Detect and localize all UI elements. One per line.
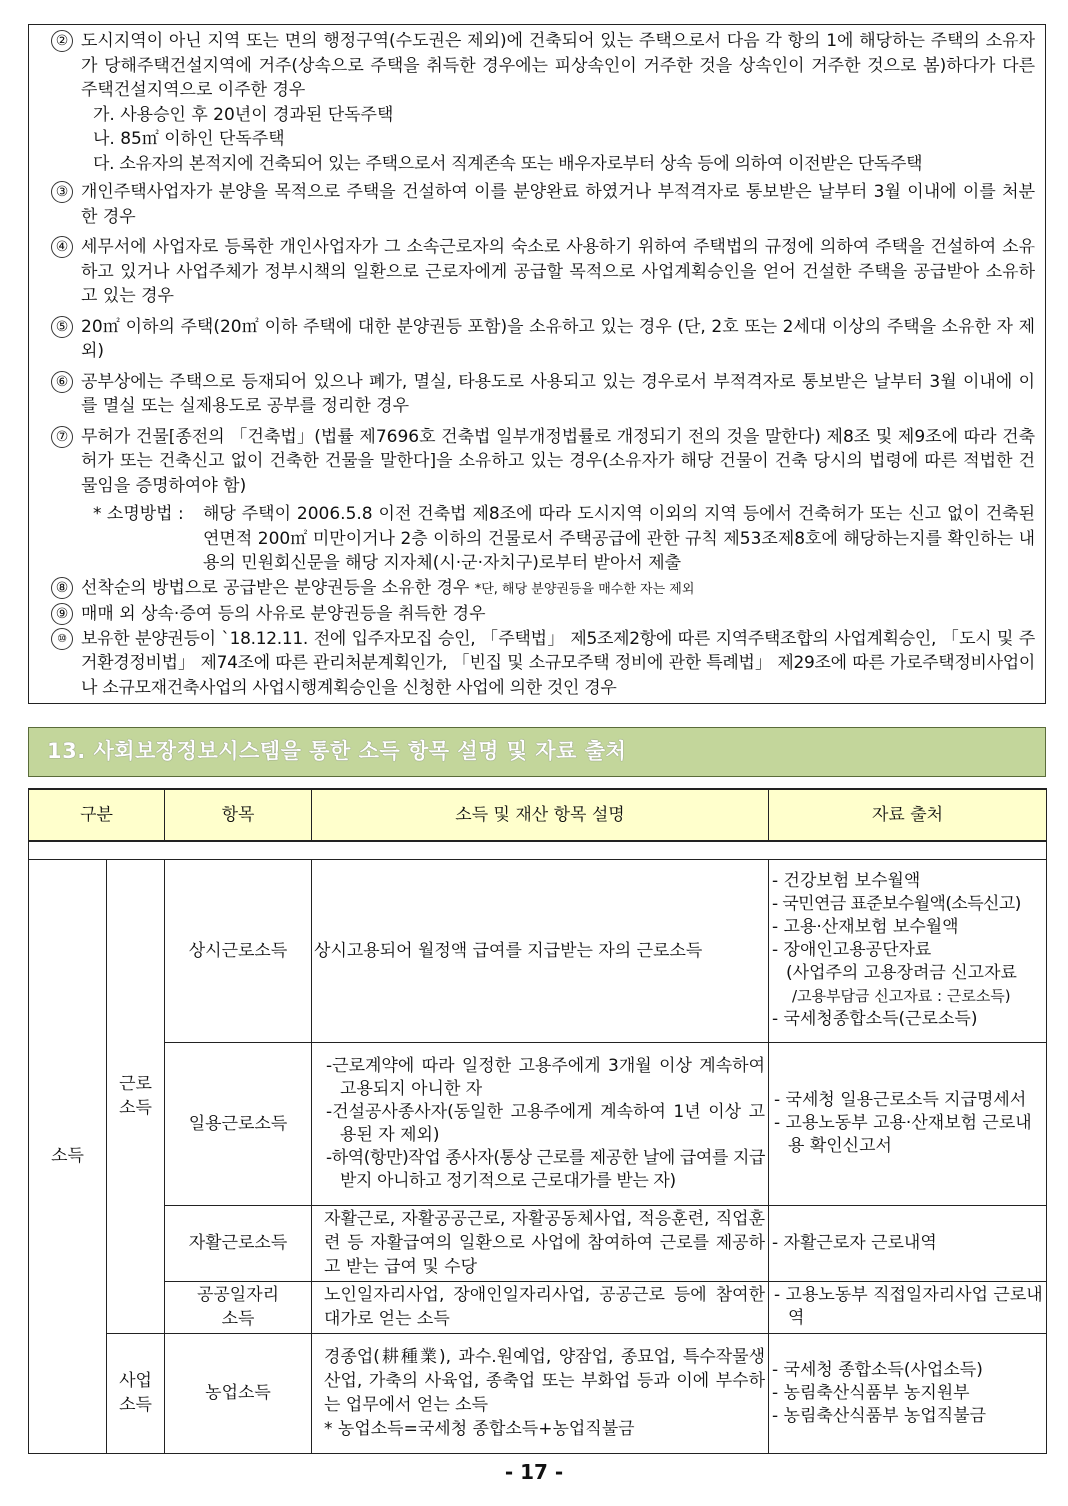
item-text: 도시지역이 아닌 지역 또는 면의 행정구역(수도권은 제외)에 건축되어 있는 주택으로서 다음 각 항의 1에 해당하는 주택의 소유자가 당해주택건설지역에 거주(상속으로 주택을 취득한 경우에는 피상속인이 거주한 것을 상속인이 거주한 것으로 봄)하다가 다른 주택건설지역으로 이주한 경우 [81,31,1035,100]
source-line: - 장애인고용공단자료 [772,940,932,960]
list-item [43,370,1035,419]
list-item [43,315,1035,364]
item-number: ④ [51,236,73,258]
source-line: - 국세청 종합소득(사업소득) [772,1359,983,1380]
desc-line: -건설공사종사자(동일한 고용주에게 계속하여 1년 이상 고용된 자 제외) [326,1101,766,1145]
item-farm: 농업소득 [165,1333,312,1453]
section-title: 13. 사회보장정보시스템을 통한 소득 항목 설명 및 자료 출처 [28,727,1046,777]
list-item [43,425,1035,499]
table-row [29,859,1047,1042]
source-line: /고용부담금 신고자료 : 근로소득) [792,987,1011,1005]
header-category: 구분 [29,789,165,841]
source-line: - 국세청 일용근로소득 지급명세서 [774,1090,1027,1110]
desc-farm [312,1333,769,1453]
subcategory-business: 사업 소득 [107,1333,165,1453]
desc-line: -하역(항만)작업 종사자(통상 근로를 제공한 날에 급여를 지급받지 아니하고 정기적으로 근로대가를 받는 자) [326,1147,766,1191]
list-item [43,602,1035,627]
header-desc: 소득 및 재산 항목 설명 [312,789,769,841]
item-text: 개인주택사업자가 분양을 목적으로 주택을 건설하여 이를 분양완료 하였거나 부적격자로 통보받은 날부터 3월 이내에 이를 처분한 경우 [81,182,1035,227]
item-text: 세무서에 사업자로 등록한 개인사업자가 그 소속근로자의 숙소로 사용하기 위하여 주택법의 규정에 의하여 주택을 건설하여 소유하고 있거나 사업주체가 정부시책의 일환으로 근로자에게 공급할 목적으로 사업계획승인을 얻어 건설한 주택을 공급받아 소유하고 있는 경우 [81,237,1035,306]
desc-regular: 상시고용되어 월정액 급여를 지급받는 자의 근로소득 [312,859,769,1042]
source-line: - 자활근로자 근로내역 [772,1232,937,1253]
item-number: ② [51,30,73,52]
item-number: ⑩ [51,628,73,650]
sub-item: 가. 사용승인 후 20년이 경과된 단독주택 [93,104,394,125]
desc-public: 노인일자리사업, 장애인일자리사업, 공공근로 등에 참여한 대가로 얻는 소득 [312,1281,769,1333]
item-daily: 일용근로소득 [165,1042,312,1205]
list-item [43,627,1035,701]
source-line: - 고용·산재보험 보수월액 [772,917,959,937]
item-number: ⑧ [51,577,73,599]
source-line: - 농림축산식품부 농지원부 [772,1382,970,1403]
list-item [43,576,1035,603]
item-regular: 상시근로소득 [165,859,312,1042]
source-line: - 고용노동부 직접일자리사업 근로내역 [774,1285,1043,1328]
list-item [43,29,1035,103]
item-text: 매매 외 상속·증여 등의 사유로 분양권등을 취득한 경우 [81,604,486,624]
item-number: ⑦ [51,426,73,448]
item-text: 20㎡ 이하의 주택(20㎡ 이하 주택에 대한 분양권등 포함)을 소유하고 있는 경우 (단, 2호 또는 2세대 이상의 주택을 소유한 자 제외) [81,316,1035,361]
source-line: - 국민연금 표준보수월액(소득신고) [772,894,1021,914]
item-number: ⑤ [51,316,73,338]
list-item [43,235,1035,309]
sub-item: 다. 소유자의 본적지에 건축되어 있는 주택으로서 직계존속 또는 배우자로부터 상속 등에 의하여 이전받은 단독주택 [93,153,923,174]
source-farm [769,1333,1047,1453]
table-row [29,1205,1047,1281]
source-public [769,1281,1047,1333]
item-public: 공공일자리 소득 [165,1281,312,1333]
item-text: 보유한 분양권등이 `18.12.11. 전에 입주자모집 승인, 「주택법」 제5조제2항에 따른 지역주택조합의 사업계획승인, 「도시 및 주거환경정비법」 제74조에 따른 관리처분계획인가, 「빈집 및 소규모주택 정비에 관한 특례법」 제29조에 따른 가로주택정비사업이나 소규모재건축사업의 사업시행계획승인을 신청한 사업에 의한 것인 경우 [81,628,1035,698]
source-line: - 국세청종합소득(근로소득) [772,1009,978,1029]
sub-item: 나. 85㎡ 이하인 단독주택 [93,129,285,149]
table-row [29,1281,1047,1333]
note-text: 해당 주택이 2006.5.8 이전 건축법 제8조에 따라 도시지역 이외의 지역 등에서 건축허가 또는 신고 없이 건축된 연면적 200㎡ 미만이거나 2층 이하의 건물로서 주택공급에 관한 규칙 제53조제8호에 해당하는지를 확인하는 내용의 민원회신문을 해당 지자체(시·군·자치구)로부터 받아서 제출 [203,504,1035,573]
subcategory-labor: 근로 소득 [107,859,165,1333]
source-regular [769,859,1047,1042]
item-text: 선착순의 방법으로 공급받은 분양권등을 소유한 경우 [81,577,470,598]
desc-selfsupport: 자활근로, 자활공공근로, 자활공동체사업, 적응훈련, 직업훈련 등 자활급여의 일환으로 사업에 참여하여 근로를 제공하고 받는 급여 및 수당 [312,1205,769,1281]
table-row [29,1333,1047,1453]
desc-line: 경종업(耕種業), 과수.원예업, 양잠업, 종묘업, 특수작물생산업, 가축의 사육업, 종축업 또는 부화업 등과 이에 부수하는 업무에서 얻는 소득 [324,1347,766,1415]
desc-note: * 농업소득=국세청 종합소득+농업직불금 [324,1419,635,1439]
item-selfsupport: 자활근로소득 [165,1205,312,1281]
category-income: 소득 [29,859,107,1453]
desc-daily [312,1042,769,1205]
header-source: 자료 출처 [769,789,1047,841]
source-selfsupport [769,1205,1047,1281]
source-line: - 농림축산식품부 농업직불금 [772,1405,987,1426]
list-item [43,180,1035,229]
source-line: - 고용노동부 고용·산재보험 근로내용 확인신고서 [774,1113,1032,1156]
item-small-note: *단, 해당 분양권등을 매수한 자는 제외 [474,581,695,597]
item-text: 공부상에는 주택으로 등재되어 있으나 폐가, 멸실, 타용도로 사용되고 있는 경우로서 부적격자로 통보받은 날부터 3월 이내에 이를 멸실 또는 실제용도로 공부를 정리한 경우 [81,371,1035,416]
source-line: - 건강보험 보수월액 [772,871,921,891]
item-number: ⑨ [51,603,73,625]
page-number: - 17 - [504,1460,564,1484]
income-table [28,788,1047,1454]
item-text: 무허가 건물[종전의 「건축법」(법률 제7696호 건축법 일부개정법률로 개정되기 전의 것을 말한다) 제8조 및 제9조에 따라 건축허가 또는 건축신고 없이 건축한 건물을 말한다]을 소유하고 있는 경우(소유자가 해당 건물이 건축 당시의 법령에 따른 적법한 건물임을 증명하여야 함) [81,426,1035,496]
source-daily [769,1042,1047,1205]
note-label: * 소명방법 : [93,504,184,524]
spacer-row [29,841,1047,859]
header-item: 항목 [165,789,312,841]
housing-exception-box [28,24,1046,704]
proof-method-note [43,502,1035,576]
desc-line: -근로계약에 따라 일정한 고용주에게 3개월 이상 계속하여 고용되지 아니한 자 [326,1055,766,1099]
table-row [29,1042,1047,1205]
source-line: (사업주의 고용장려금 신고자료 [786,963,1017,983]
item-number: ⑥ [51,371,73,393]
item-number: ③ [51,181,73,203]
